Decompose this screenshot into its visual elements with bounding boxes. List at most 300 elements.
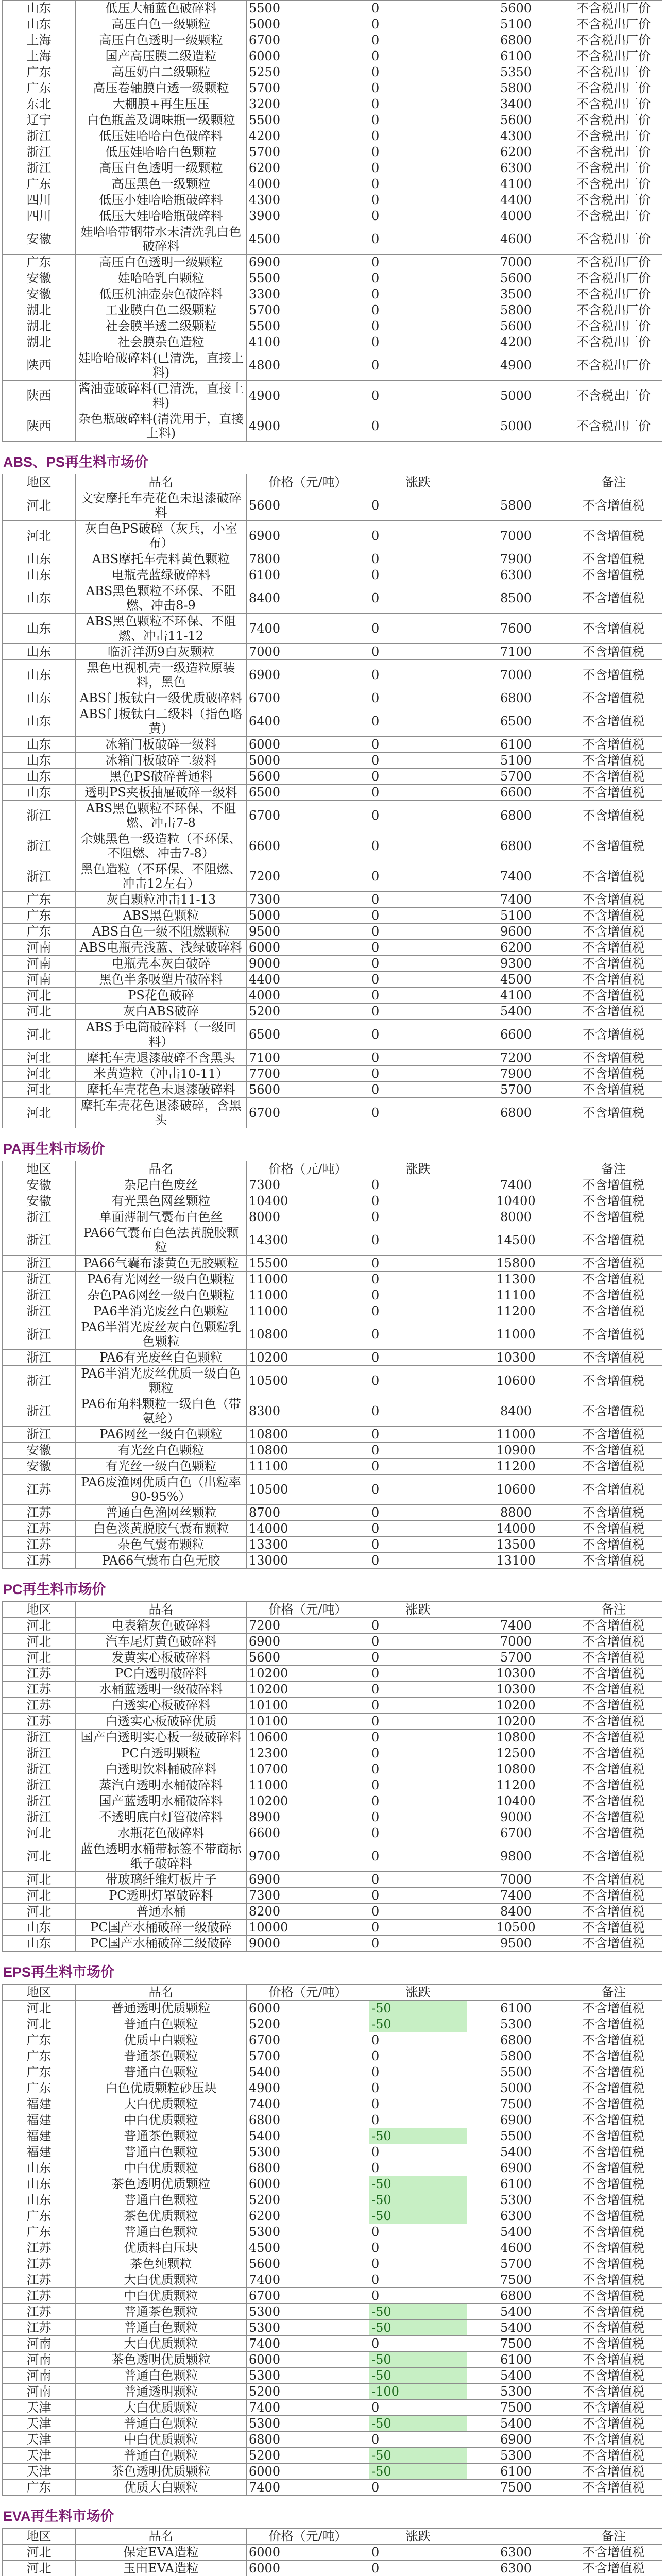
note-cell: 不含税出厂价 — [565, 1, 662, 16]
upper-price-cell: 14500 — [467, 1225, 565, 1256]
table-row — [3, 567, 662, 583]
change-cell: 0 — [369, 521, 467, 551]
table-row — [3, 972, 662, 988]
table-row — [3, 1682, 662, 1698]
change-cell: 0 — [369, 1287, 467, 1303]
province-cell: 山东 — [3, 660, 76, 690]
price-cell: 5500 — [247, 1, 369, 16]
table-row — [3, 2112, 662, 2128]
change-cell: 0 — [369, 940, 467, 956]
price-cell: 6600 — [247, 831, 369, 861]
upper-price-cell: 6100 — [467, 2176, 565, 2192]
upper-price-cell: 10400 — [467, 1793, 565, 1809]
note-cell: 不含增值税 — [565, 831, 662, 861]
column-header: 品名 — [76, 1602, 247, 1618]
province-cell: 陕西 — [3, 381, 76, 411]
note-cell: 不含增值税 — [565, 1920, 662, 1936]
column-header: 涨跌 — [369, 2529, 467, 2545]
table-row — [3, 1020, 662, 1050]
change-cell: 0 — [369, 1396, 467, 1427]
price-table — [2, 1984, 662, 2496]
table-row — [3, 1209, 662, 1225]
table-row — [3, 2416, 662, 2432]
province-cell: 河北 — [3, 1650, 76, 1666]
note-cell: 不含增值税 — [565, 1350, 662, 1366]
product-name-cell: 摩托车壳退漆破碎不含黑头 — [76, 1050, 247, 1066]
price-table — [2, 2528, 662, 2576]
product-name-cell: 高压白色透明一级颗粒 — [76, 160, 247, 176]
product-name-cell: 茶色透明优质颗粒 — [76, 2352, 247, 2368]
price-cell: 6000 — [247, 2352, 369, 2368]
product-name-cell: 灰白色PS破碎（灰兵，小室布） — [76, 521, 247, 551]
column-header: 品名 — [76, 474, 247, 490]
upper-price-cell: 5000 — [467, 381, 565, 411]
price-cell: 6700 — [247, 32, 369, 48]
change-cell: -50 — [369, 2416, 467, 2432]
table-row — [3, 2001, 662, 2016]
product-name-cell: PA6布角料颗粒一级白色（带氨纶） — [76, 1396, 247, 1427]
province-cell: 福建 — [3, 2096, 76, 2112]
upper-price-cell: 5300 — [467, 2016, 565, 2032]
price-cell: 6900 — [247, 660, 369, 690]
note-cell: 不含增值税 — [565, 2128, 662, 2144]
price-cell: 8000 — [247, 1209, 369, 1225]
table-row — [3, 2080, 662, 2096]
price-cell: 4000 — [247, 176, 369, 192]
table-row — [3, 1459, 662, 1475]
product-name-cell: PA6半消光废丝灰白色颗粒乳色颗粒 — [76, 1319, 247, 1350]
product-name-cell: PC白透明破碎料 — [76, 1666, 247, 1682]
product-name-cell: 水桶蓝透明一级破碎料 — [76, 1682, 247, 1698]
price-cell: 14300 — [247, 1225, 369, 1256]
upper-price-cell: 4000 — [467, 208, 565, 224]
section-title: EVA再生料市场价 — [3, 2509, 114, 2524]
product-name-cell: PA6有光网丝一级白色颗粒 — [76, 1272, 247, 1287]
province-cell: 山东 — [3, 614, 76, 644]
province-cell: 湖北 — [3, 302, 76, 318]
province-cell: 河南 — [3, 972, 76, 988]
upper-price-cell: 10300 — [467, 1666, 565, 1682]
note-cell: 不含增值税 — [565, 644, 662, 660]
column-header: 价格（元/吨） — [247, 1985, 369, 2001]
product-name-cell: 蒸汽白透明水桶破碎料 — [76, 1777, 247, 1793]
price-cell: 5300 — [247, 2224, 369, 2240]
note-cell: 不含增值税 — [565, 660, 662, 690]
section-title: ABS、PS再生料市场价 — [3, 454, 149, 470]
table-row — [3, 2320, 662, 2336]
upper-price-cell: 13500 — [467, 1537, 565, 1553]
change-cell: 0 — [369, 16, 467, 32]
province-cell: 天津 — [3, 2400, 76, 2416]
price-cell: 6200 — [247, 160, 369, 176]
province-cell: 河北 — [3, 2545, 76, 2561]
change-cell: 0 — [369, 1, 467, 16]
table-row — [3, 334, 662, 350]
price-cell: 5200 — [247, 2016, 369, 2032]
price-cell: 5500 — [247, 270, 369, 286]
table-row — [3, 2016, 662, 2032]
table-row — [3, 1634, 662, 1650]
province-cell: 浙江 — [3, 1256, 76, 1272]
change-cell: 0 — [369, 737, 467, 753]
change-cell: 0 — [369, 1066, 467, 1082]
table-row — [3, 1427, 662, 1443]
price-table — [2, 1601, 662, 1952]
product-name-cell: 优质中白颗粒 — [76, 2032, 247, 2048]
table-header-row — [3, 1602, 662, 1618]
province-cell: 浙江 — [3, 1730, 76, 1745]
price-cell: 8300 — [247, 1396, 369, 1427]
upper-price-cell: 10600 — [467, 1475, 565, 1505]
table-row — [3, 988, 662, 1004]
note-cell: 不含增值税 — [565, 490, 662, 521]
change-cell: 0 — [369, 48, 467, 64]
price-cell: 6400 — [247, 706, 369, 737]
upper-price-cell: 6100 — [467, 48, 565, 64]
price-cell: 6100 — [247, 567, 369, 583]
change-cell: -50 — [369, 2320, 467, 2336]
note-cell: 不含税出厂价 — [565, 302, 662, 318]
upper-price-cell: 9500 — [467, 1936, 565, 1952]
price-cell: 5500 — [247, 112, 369, 128]
upper-price-cell: 7500 — [467, 2480, 565, 2496]
price-cell: 3300 — [247, 286, 369, 302]
upper-price-cell: 5100 — [467, 908, 565, 924]
price-section — [2, 0, 662, 442]
product-name-cell: 茶色透明优质颗粒 — [76, 2464, 247, 2480]
product-name-cell: 优质大白颗粒 — [76, 2480, 247, 2496]
change-cell: 0 — [369, 1272, 467, 1287]
note-cell: 不含增值税 — [565, 1666, 662, 1682]
upper-price-cell: 7500 — [467, 2096, 565, 2112]
note-cell: 不含税出厂价 — [565, 411, 662, 442]
province-cell: 天津 — [3, 2416, 76, 2432]
change-cell: 0 — [369, 1256, 467, 1272]
column-header: 品名 — [76, 1161, 247, 1177]
note-cell: 不含增值税 — [565, 614, 662, 644]
price-cell: 8700 — [247, 1505, 369, 1521]
product-name-cell: 摩托车壳花色未退漆破碎料 — [76, 1082, 247, 1098]
change-cell: -50 — [369, 2208, 467, 2224]
province-cell: 江苏 — [3, 1553, 76, 1569]
price-cell: 4100 — [247, 334, 369, 350]
table-row — [3, 801, 662, 831]
note-cell: 不含增值税 — [565, 753, 662, 769]
product-name-cell: 黑色电视机壳一级造粒原装料，黑色 — [76, 660, 247, 690]
table-row — [3, 614, 662, 644]
province-cell: 山东 — [3, 2160, 76, 2176]
column-header: 价格（元/吨） — [247, 1602, 369, 1618]
upper-price-cell: 5350 — [467, 64, 565, 80]
upper-price-cell: 5500 — [467, 2128, 565, 2144]
province-cell: 广东 — [3, 64, 76, 80]
price-cell: 8400 — [247, 583, 369, 614]
note-cell: 不含增值税 — [565, 2176, 662, 2192]
upper-price-cell: 5100 — [467, 753, 565, 769]
price-cell: 5600 — [247, 1650, 369, 1666]
price-cell: 7400 — [247, 2400, 369, 2416]
province-cell: 河北 — [3, 1872, 76, 1888]
product-name-cell: 工业膜白色二级颗粒 — [76, 302, 247, 318]
product-name-cell: ABS白色一级不阻燃颗粒 — [76, 924, 247, 940]
note-cell: 不含增值税 — [565, 690, 662, 706]
table-row — [3, 861, 662, 892]
note-cell: 不含增值税 — [565, 2256, 662, 2272]
table-row — [3, 350, 662, 381]
product-name-cell: 中白优质颗粒 — [76, 2432, 247, 2448]
province-cell: 河北 — [3, 521, 76, 551]
product-name-cell: 有光黑色网丝颗粒 — [76, 1193, 247, 1209]
column-header: 地区 — [3, 1161, 76, 1177]
province-cell: 江苏 — [3, 2240, 76, 2256]
change-cell: 0 — [369, 1730, 467, 1745]
table-row — [3, 644, 662, 660]
product-name-cell: PA66气囊布漆黄色无胶颗粒 — [76, 1256, 247, 1272]
upper-price-cell: 5300 — [467, 2192, 565, 2208]
table-row — [3, 1319, 662, 1350]
table-row — [3, 224, 662, 255]
product-name-cell: 普通白色渔网丝颗粒 — [76, 1505, 247, 1521]
table-row — [3, 1888, 662, 1904]
product-name-cell: 普通白色颗粒 — [76, 2368, 247, 2384]
change-cell: 0 — [369, 660, 467, 690]
table-row — [3, 1350, 662, 1366]
note-cell: 不含增值税 — [565, 1936, 662, 1952]
change-cell: 0 — [369, 2561, 467, 2576]
product-name-cell: 茶色纯颗粒 — [76, 2256, 247, 2272]
note-cell: 不含税出厂价 — [565, 350, 662, 381]
product-name-cell: 大棚膜+再生压压 — [76, 96, 247, 112]
upper-price-cell: 5300 — [467, 2448, 565, 2464]
product-name-cell: 发黄实心板破碎料 — [76, 1650, 247, 1666]
product-name-cell: 优质料白压块 — [76, 2240, 247, 2256]
note-cell: 不含增值税 — [565, 1177, 662, 1193]
province-cell: 广东 — [3, 2480, 76, 2496]
note-cell: 不含增值税 — [565, 2016, 662, 2032]
upper-price-cell: 8000 — [467, 1209, 565, 1225]
table-row — [3, 2256, 662, 2272]
product-name-cell: 保定EVA造粒 — [76, 2545, 247, 2561]
change-cell: 0 — [369, 785, 467, 801]
change-cell: 0 — [369, 302, 467, 318]
province-cell: 浙江 — [3, 144, 76, 160]
province-cell: 河北 — [3, 1825, 76, 1841]
column-header: 价格（元/吨） — [247, 2529, 369, 2545]
change-cell: 0 — [369, 2256, 467, 2272]
province-cell: 河南 — [3, 2384, 76, 2400]
province-cell: 上海 — [3, 48, 76, 64]
change-cell: -50 — [369, 2016, 467, 2032]
column-header: 涨跌 — [369, 1161, 467, 1177]
price-table — [2, 1161, 662, 1569]
note-cell: 不含增值税 — [565, 2368, 662, 2384]
column-header — [467, 474, 565, 490]
table-row — [3, 2480, 662, 2496]
upper-price-cell: 11100 — [467, 1287, 565, 1303]
product-name-cell: PA6网丝一级白色颗粒 — [76, 1427, 247, 1443]
price-cell: 4900 — [247, 2080, 369, 2096]
note-cell: 不含增值税 — [565, 583, 662, 614]
province-cell: 河北 — [3, 1066, 76, 1082]
table-row — [3, 2384, 662, 2400]
province-cell: 安徽 — [3, 1193, 76, 1209]
province-cell: 浙江 — [3, 1287, 76, 1303]
change-cell: 0 — [369, 801, 467, 831]
upper-price-cell: 6300 — [467, 2208, 565, 2224]
change-cell: 0 — [369, 1537, 467, 1553]
upper-price-cell: 6900 — [467, 2432, 565, 2448]
product-name-cell: PA6废渔网优质白色（出粒率90-95%） — [76, 1475, 247, 1505]
change-cell: 0 — [369, 2032, 467, 2048]
province-cell: 山东 — [3, 1, 76, 16]
price-cell: 6800 — [247, 2432, 369, 2448]
price-cell: 4200 — [247, 128, 369, 144]
note-cell: 不含增值税 — [565, 1303, 662, 1319]
province-cell: 安徽 — [3, 1177, 76, 1193]
table-row — [3, 176, 662, 192]
product-name-cell: 临沂洋沥9白灰颗粒 — [76, 644, 247, 660]
province-cell: 天津 — [3, 2464, 76, 2480]
change-cell: -100 — [369, 2384, 467, 2400]
note-cell: 不含增值税 — [565, 1396, 662, 1427]
table-row — [3, 490, 662, 521]
table-row — [3, 2128, 662, 2144]
note-cell: 不含增值税 — [565, 2545, 662, 2561]
price-cell: 4800 — [247, 350, 369, 381]
column-header: 品名 — [76, 2529, 247, 2545]
price-cell: 6000 — [247, 2561, 369, 2576]
note-cell: 不含税出厂价 — [565, 112, 662, 128]
product-name-cell: 玉田EVA造粒 — [76, 2561, 247, 2576]
province-cell: 山东 — [3, 567, 76, 583]
upper-price-cell: 7400 — [467, 1177, 565, 1193]
province-cell: 浙江 — [3, 128, 76, 144]
price-cell: 9500 — [247, 924, 369, 940]
price-cell: 7000 — [247, 644, 369, 660]
province-cell: 山东 — [3, 551, 76, 567]
upper-price-cell: 5600 — [467, 112, 565, 128]
product-name-cell: 高压白色透明一级颗粒 — [76, 255, 247, 270]
table-row — [3, 2448, 662, 2464]
upper-price-cell: 7400 — [467, 861, 565, 892]
province-cell: 河北 — [3, 1618, 76, 1634]
price-cell: 10200 — [247, 1666, 369, 1682]
price-cell: 5400 — [247, 2064, 369, 2080]
price-cell: 5600 — [247, 1082, 369, 1098]
product-name-cell: 社会膜半透二级颗粒 — [76, 318, 247, 334]
table-row — [3, 48, 662, 64]
upper-price-cell: 10200 — [467, 1714, 565, 1730]
change-cell: 0 — [369, 988, 467, 1004]
change-cell: 0 — [369, 1888, 467, 1904]
change-cell: 0 — [369, 64, 467, 80]
note-cell: 不含增值税 — [565, 785, 662, 801]
province-cell: 山东 — [3, 583, 76, 614]
note-cell: 不含增值税 — [565, 1809, 662, 1825]
price-section — [2, 1961, 662, 2496]
upper-price-cell: 11300 — [467, 1272, 565, 1287]
province-cell: 安徽 — [3, 286, 76, 302]
change-cell: 0 — [369, 2096, 467, 2112]
province-cell: 河北 — [3, 1634, 76, 1650]
upper-price-cell: 7000 — [467, 660, 565, 690]
price-cell: 5500 — [247, 318, 369, 334]
province-cell: 河北 — [3, 2001, 76, 2016]
upper-price-cell: 9800 — [467, 1841, 565, 1872]
upper-price-cell: 8500 — [467, 583, 565, 614]
price-cell: 7800 — [247, 551, 369, 567]
column-header: 备注 — [565, 1161, 662, 1177]
price-table — [2, 474, 662, 1128]
product-name-cell: 高压黑色一级颗粒 — [76, 176, 247, 192]
note-cell: 不含税出厂价 — [565, 208, 662, 224]
table-row — [3, 1505, 662, 1521]
note-cell: 不含增值税 — [565, 1618, 662, 1634]
change-cell: 0 — [369, 1553, 467, 1569]
product-name-cell: ABS黑色颗粒不环保、不阻燃、冲击11-12 — [76, 614, 247, 644]
price-cell: 13000 — [247, 1553, 369, 1569]
price-cell: 6000 — [247, 940, 369, 956]
note-cell: 不含增值税 — [565, 2272, 662, 2288]
product-name-cell: 单面薄制气囊布白色丝 — [76, 1209, 247, 1225]
province-cell: 浙江 — [3, 1809, 76, 1825]
note-cell: 不含税出厂价 — [565, 48, 662, 64]
note-cell: 不含增值税 — [565, 2448, 662, 2464]
product-name-cell: 冰箱门板破碎二级料 — [76, 753, 247, 769]
province-cell: 天津 — [3, 2448, 76, 2464]
table-row — [3, 2464, 662, 2480]
change-cell: 0 — [369, 956, 467, 972]
change-cell: 0 — [369, 2272, 467, 2288]
upper-price-cell: 10800 — [467, 1761, 565, 1777]
note-cell: 不含增值税 — [565, 1714, 662, 1730]
table-row — [3, 1082, 662, 1098]
product-name-cell: 文安摩托车壳花色未退漆破碎料 — [76, 490, 247, 521]
province-cell: 河北 — [3, 490, 76, 521]
table-row — [3, 1553, 662, 1569]
price-cell: 10200 — [247, 1682, 369, 1698]
table-row — [3, 1177, 662, 1193]
province-cell: 河北 — [3, 2016, 76, 2032]
province-cell: 广东 — [3, 908, 76, 924]
province-cell: 辽宁 — [3, 112, 76, 128]
note-cell: 不含增值税 — [565, 2096, 662, 2112]
upper-price-cell: 4500 — [467, 972, 565, 988]
note-cell: 不含增值税 — [565, 2144, 662, 2160]
upper-price-cell: 6300 — [467, 2545, 565, 2561]
product-name-cell: 国产高压膜二级造粒 — [76, 48, 247, 64]
change-cell: 0 — [369, 192, 467, 208]
table-row — [3, 128, 662, 144]
product-name-cell: PC国产水桶破碎二级破碎 — [76, 1936, 247, 1952]
note-cell: 不含增值税 — [565, 924, 662, 940]
price-cell: 4300 — [247, 192, 369, 208]
table-row — [3, 2400, 662, 2416]
change-cell: 0 — [369, 1209, 467, 1225]
price-cell: 7700 — [247, 1066, 369, 1082]
table-row — [3, 1618, 662, 1634]
note-cell: 不含增值税 — [565, 1825, 662, 1841]
price-cell: 6800 — [247, 2112, 369, 2128]
change-cell: -50 — [369, 2448, 467, 2464]
note-cell: 不含增值税 — [565, 2352, 662, 2368]
province-cell: 湖北 — [3, 318, 76, 334]
price-cell: 10800 — [247, 1319, 369, 1350]
change-cell: 0 — [369, 908, 467, 924]
change-cell: 0 — [369, 2160, 467, 2176]
table-row — [3, 753, 662, 769]
table-row — [3, 1256, 662, 1272]
